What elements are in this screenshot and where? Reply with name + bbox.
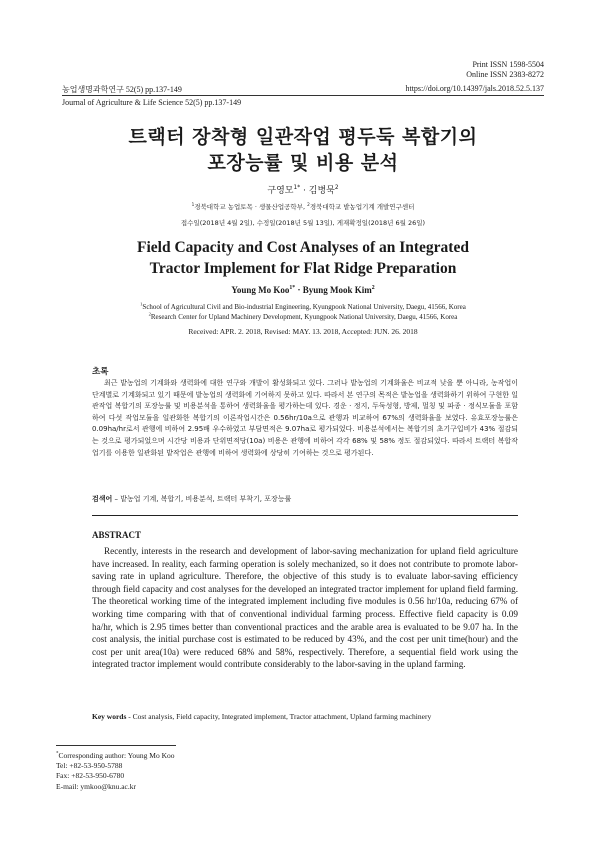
affil-mark-2: 2 xyxy=(307,201,310,207)
korean-abstract-heading: 초록 xyxy=(92,367,109,377)
author-separator: · xyxy=(300,186,309,196)
corresponding-author-text: Corresponding author: Young Mo Koo xyxy=(58,751,175,760)
korean-title-line-1: 트랙터 장착형 일관작업 평두둑 복합기의 xyxy=(128,126,478,148)
running-header xyxy=(62,84,544,95)
korean-keywords-label: 검색어 xyxy=(92,495,113,503)
korean-keywords-text: – 밭농업 기계, 복합기, 비용분석, 트랙터 부착기, 포장능률 xyxy=(112,495,292,503)
english-title-line-1: Field Capacity and Cost Analyses of an Integrated xyxy=(137,239,469,256)
kr-journal-citation: 농업생명과학연구 52(5) pp.137-149 xyxy=(62,85,182,94)
en-affil-mark-1: 1 xyxy=(140,301,143,307)
en-journal-citation: Journal of Agriculture & Life Science 52(5) pp.137-149 xyxy=(62,98,242,107)
english-keywords-label: Key words xyxy=(92,712,127,721)
korean-author-1-mark: 1* xyxy=(293,185,301,191)
telephone: Tel: +82-53-950-5788 xyxy=(56,761,123,771)
english-author-1: Young Mo Koo xyxy=(231,285,290,295)
english-author-separator: · xyxy=(295,285,303,295)
issn-block xyxy=(466,60,544,80)
korean-dates: 접수일(2018년 4월 2일), 수정일(2018년 5월 13일), 게재확정일(2018년 6월 26일) xyxy=(180,219,426,227)
korean-keywords xyxy=(92,494,518,504)
korean-title xyxy=(62,124,544,176)
korean-title-line-2: 포장능률 및 비용 분석 xyxy=(207,152,399,174)
korean-affiliation-2: 경북대학교 밭농업기계 개발연구센터 xyxy=(309,203,415,211)
english-author-2-mark: 2 xyxy=(371,285,375,291)
affil-mark-1: 1 xyxy=(191,201,195,207)
footnote-rule xyxy=(56,745,176,746)
english-affiliation-2 xyxy=(62,312,544,322)
fax: Fax: +82-53-950-6780 xyxy=(56,771,125,781)
english-title-line-2: Tractor Implement for Flat Ridge Preparation xyxy=(149,260,457,277)
corresponding-mark: * xyxy=(56,751,59,757)
korean-affiliation-1: 경북대학교 농업토목 · 생물산업공학부, xyxy=(194,203,308,211)
footnote xyxy=(56,751,174,792)
english-affiliations xyxy=(62,302,544,322)
doi-link[interactable]: https://doi.org/10.14397/jals.2018.52.5.137 xyxy=(405,84,544,93)
korean-abstract-body: 최근 밭농업의 기계화와 생력화에 대한 연구와 개발이 활성화되고 있다. 그러나 밭농업의 기계화율은 비교적 낮을 뿐 아니라, 농작업이 단계별로 기계화되고 있기 때문에 밭농업의 생력화에 기여하지 못하고 있다. 따라서 본 연구의 목적은 밭농업을 생력화하기 위하여 구현한 일관작업 복합기의 포장능률 및 비용분석을 통하여 생력화율을 평가하는데 있다. 경운 · 정지, 두둑성형, 방제, 멀칭 및 파종 · 정식모듈을 포함하여 다섯 작업모듈을 일관화한 복합기의 이론작업시간은 0.56hr/10a으로 관행과 비교하여 67%의 생력화율을 보였다. 유효포장능률은 0.09ha/hr로서 관행에 비하여 2.95배 우수하였고 부담면적은 9.07ha로 평가되었다. 비용분석에서는 복합기의 초기구입비가 43% 절감되는 것으로 평가되었으며 시간당 비용과 단위면적당(10a) 비용은 관행에 비하여 각각 68% 및 58% 정도 절감되었다. 따라서 트랙터 복합작업기를 이용한 일관화된 밭작업은 관행에 비하여 생력화에 상당히 기여하는 것으로 평가된다. xyxy=(92,379,518,457)
english-authors xyxy=(62,285,544,295)
korean-author-1: 구영모 xyxy=(267,186,294,196)
korean-author-2-mark: 2 xyxy=(334,185,339,191)
en-affil-mark-2: 2 xyxy=(148,311,151,317)
english-author-2: Byung Mook Kim xyxy=(302,285,372,295)
section-divider xyxy=(92,515,518,516)
english-affiliation-1 xyxy=(62,302,544,312)
online-issn: Online ISSN 2383-8272 xyxy=(466,70,544,79)
korean-author-2: 김병묵 xyxy=(308,186,335,196)
english-keywords xyxy=(92,712,518,721)
english-affiliation-1-text: School of Agricultural Civil and Bio-industrial Engineering, Kyungpook National University, Daegu, 41566, Korea xyxy=(142,303,466,311)
corresponding-author xyxy=(56,751,174,761)
english-abstract-heading: ABSTRACT xyxy=(92,530,142,540)
english-keywords-text: - Cost analysis, Field capacity, Integrated implement, Tractor attachment, Upland farming machinery xyxy=(126,712,432,721)
print-issn: Print ISSN 1598-5504 xyxy=(472,60,544,69)
email-link[interactable]: E-mail: ymkoo@knu.ac.kr xyxy=(56,781,137,791)
english-abstract-body: Recently, interests in the research and development of labor-saving mechanization for upland field agriculture have increased. In reality, each farming operation is solely mechanized, so it does not contribute to promote labor-saving rate in upland agriculture. Therefore, the objective of this study is to evaluate labor-saving efficiency through field capacity and cost analyses for the developed an integrated tractor implement for upland field farming. The theoretical working time of the integrated implement including five modules is 0.56 hr/10a, reducing 67% of working time comparing with that of conventional individual farming process. Effective field capacity is 0.09 ha/hr, which is 2.95 times better than conventional practices and the arable area is evaluated to be 9.07 ha. In the cost analysis, the initial purchase cost is estimated to be reduced by 43%, and the cost per unit time(hour) and the cost per unit area(10a) were reduced 68% and 58%, respectively. Therefore, a sequential field work using the integrated tractor implement would contribute considerably to the labor-saving in the upland farming. xyxy=(92,546,518,670)
english-author-1-mark: 1* xyxy=(289,285,296,291)
english-title xyxy=(62,237,544,279)
english-affiliation-2-text: Research Center for Upland Machinery Development, Kyungpook National University, Daegu, 41566, Korea xyxy=(150,313,458,321)
korean-affiliations xyxy=(62,202,544,211)
english-dates: Received: APR. 2. 2018, Revised: MAY. 13. 2018, Accepted: JUN. 26. 2018 xyxy=(188,327,418,336)
header-rule xyxy=(62,95,544,96)
korean-authors xyxy=(62,183,544,196)
